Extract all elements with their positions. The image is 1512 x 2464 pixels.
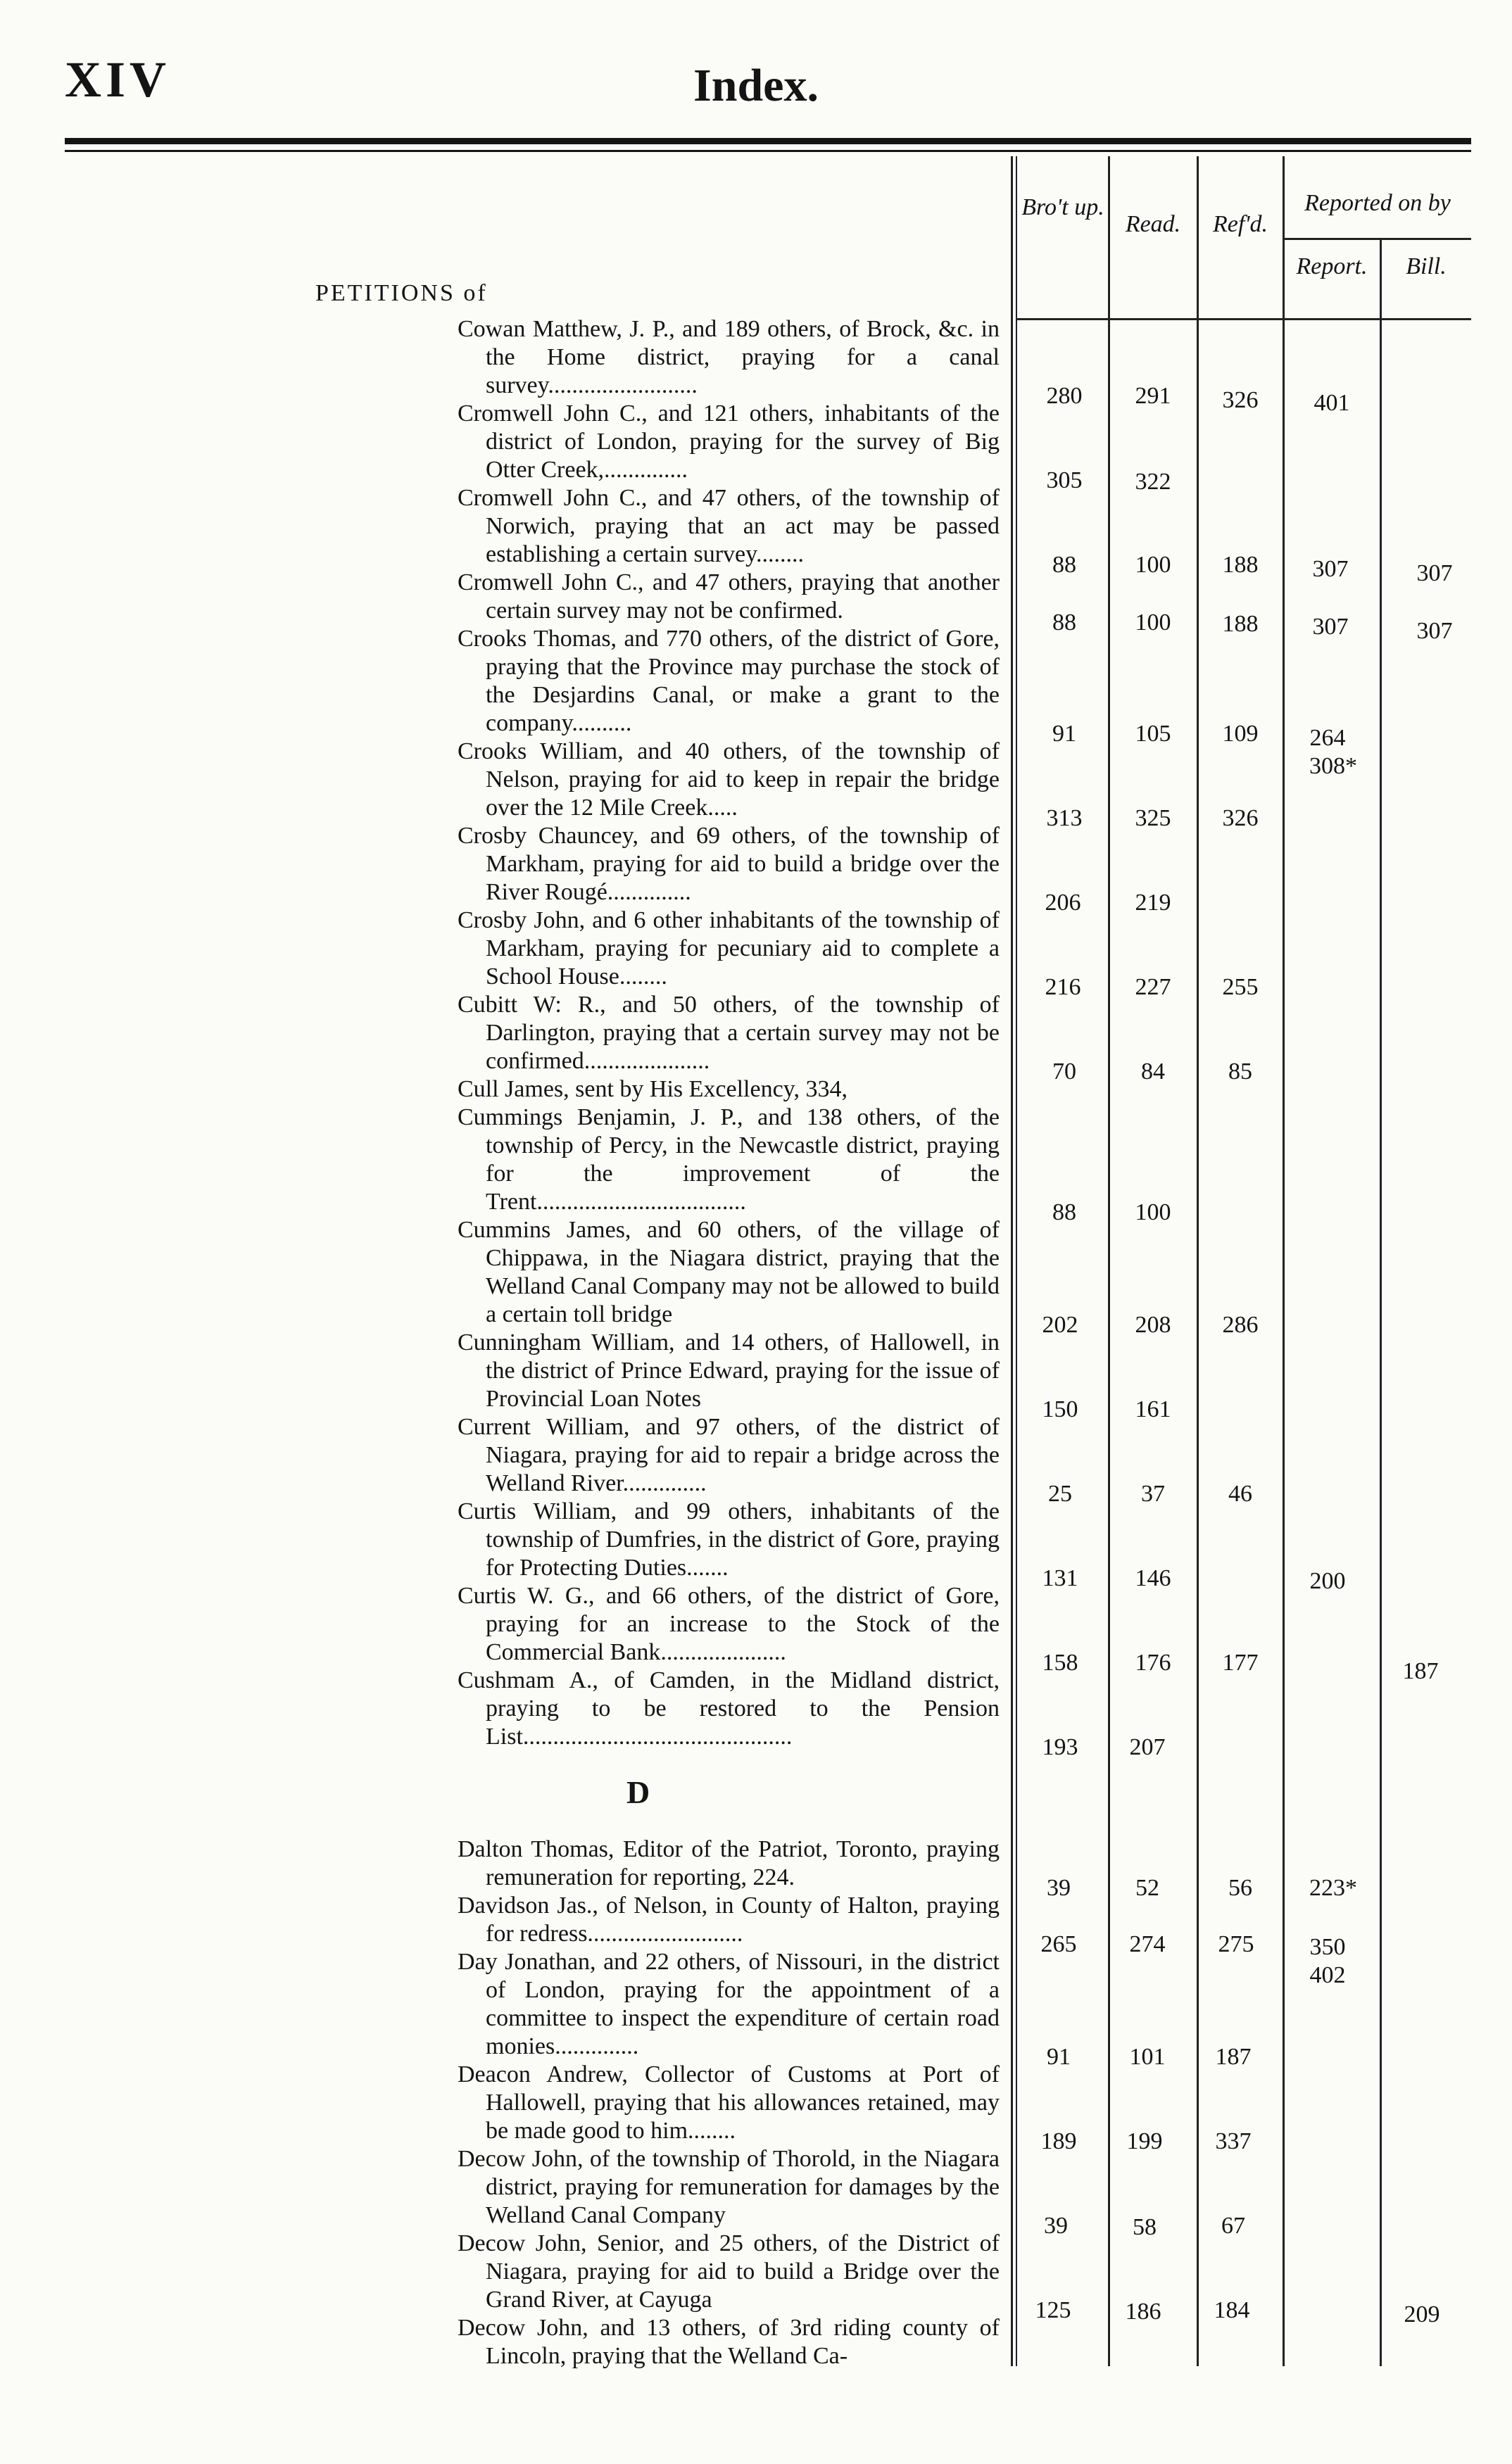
num-brot: 91 [1047, 2044, 1071, 2070]
num-brot: 88 [1052, 609, 1076, 636]
num-report: 200 [1309, 1568, 1346, 1594]
num-bill: 209 [1404, 2301, 1440, 2327]
num-brot: 305 [1046, 467, 1083, 493]
num-refd: 255 [1222, 974, 1259, 1000]
num-read: 291 [1135, 383, 1171, 409]
num-refd: 286 [1222, 1312, 1259, 1338]
list-item: Current William, and 97 others, of the district of Niagara, praying for aid to repair a bridge across the Welland River.............. [458, 1414, 1000, 1496]
col-head-reported-on-by: Reported on by [1304, 190, 1451, 216]
num-refd: 326 [1222, 387, 1259, 413]
num-read: 207 [1129, 1734, 1166, 1760]
list-item: Cromwell John C., and 47 others, of the township of Norwich, praying that an act may be passed establishing a certain survey........ [458, 485, 1000, 567]
num-read: 325 [1135, 805, 1171, 831]
num-brot: 158 [1042, 1650, 1078, 1676]
list-item: Decow John, and 13 others, of 3rd riding county of Lincoln, praying that the Welland Ca- [458, 2315, 1000, 2369]
num-report: 401 [1313, 390, 1350, 416]
num-bill: 307 [1416, 560, 1453, 586]
list-item: Deacon Andrew, Collector of Customs at Port of Hallowell, praying that his allowances retained, may be made good to him........ [458, 2061, 1000, 2144]
list-item: Curtis W. G., and 66 others, of the district of Gore, praying for an increase to the Stock of the Commercial Bank..................... [458, 1583, 1000, 1665]
num-read: 100 [1135, 609, 1171, 636]
num-brot: 39 [1047, 1875, 1071, 1901]
num-brot: 125 [1035, 2297, 1071, 2323]
list-item: Decow John, of the township of Thorold, in the Niagara district, praying for remuneration for damages by the Welland Canal Company [458, 2146, 1000, 2228]
list-item: Cummins James, and 60 others, of the village of Chippawa, in the Niagara district, praying that the Welland Canal Company may not be allowed to build a certain toll bridge [458, 1217, 1000, 1327]
num-read: 227 [1135, 974, 1171, 1000]
list-item: Crosby Chauncey, and 69 others, of the township of Markham, praying for aid to build a bridge over the River Rougé.............. [458, 823, 1000, 905]
col-head-report: Report. [1296, 253, 1368, 279]
num-brot: 189 [1040, 2128, 1077, 2154]
num-refd: 275 [1218, 1931, 1254, 1957]
list-item: Cowan Matthew, J. P., and 189 others, of Brock, &c. in the Home district, praying for a canal survey......................... [458, 316, 1000, 398]
num-report: 350 [1309, 1934, 1346, 1960]
num-bill: 307 [1416, 618, 1453, 644]
num-read: 322 [1135, 469, 1171, 495]
header-rule-thick [65, 138, 1471, 144]
header-rule-thin [65, 150, 1471, 152]
num-read: 186 [1125, 2299, 1161, 2325]
reported-subheader-rule [1283, 238, 1471, 240]
column-divider-brot [1108, 156, 1110, 2366]
num-refd: 184 [1214, 2297, 1250, 2323]
num-report: 307 [1312, 614, 1349, 640]
num-read: 219 [1135, 890, 1171, 916]
list-item: Day Jonathan, and 22 others, of Nissouri, in the district of London, praying for the appointment of a committee to inspect the expenditure of certain road monies.............. [458, 1949, 1000, 2059]
num-read: 161 [1135, 1396, 1171, 1422]
page-number: XIV [65, 51, 171, 108]
num-refd: 326 [1222, 805, 1259, 831]
column-divider-text-inner [1016, 156, 1017, 2366]
column-divider-text [1011, 156, 1013, 2366]
col-head-read: Read. [1125, 211, 1181, 237]
num-read: 199 [1126, 2128, 1163, 2154]
list-item: Curtis William, and 99 others, inhabitants of the township of Dumfries, in the district of Gore, praying for Protecting Duties....... [458, 1498, 1000, 1581]
list-item: Cromwell John C., and 47 others, praying that another certain survey may not be confirmed. [458, 569, 1000, 624]
num-brot: 193 [1042, 1734, 1078, 1760]
num-read: 146 [1135, 1565, 1171, 1591]
num-report-2: 402 [1309, 1962, 1346, 1988]
num-bill: 187 [1402, 1658, 1439, 1684]
num-brot: 265 [1040, 1931, 1077, 1957]
page-title: Index. [693, 60, 819, 111]
column-divider-read [1197, 156, 1199, 2366]
col-head-brot: Bro't up. [1021, 194, 1104, 220]
num-brot: 88 [1052, 552, 1076, 578]
num-refd: 337 [1215, 2128, 1252, 2154]
num-brot: 216 [1045, 974, 1081, 1000]
list-item: Cull James, sent by His Excellency, 334, [458, 1076, 848, 1102]
num-brot: 280 [1046, 383, 1083, 409]
num-refd: 187 [1215, 2044, 1252, 2070]
num-refd: 188 [1222, 611, 1259, 637]
num-refd: 85 [1228, 1059, 1252, 1085]
num-brot: 88 [1052, 1199, 1076, 1225]
list-item: Crosby John, and 6 other inhabitants of the township of Markham, praying for pecuniary aid to complete a School House........ [458, 907, 1000, 990]
num-read: 100 [1135, 552, 1171, 578]
num-read: 101 [1129, 2044, 1166, 2070]
col-head-bill: Bill. [1406, 253, 1447, 279]
num-brot: 206 [1045, 890, 1081, 916]
num-brot: 131 [1042, 1565, 1078, 1591]
list-item: Davidson Jas., of Nelson, in County of Halton, praying for redress.......................... [458, 1893, 1000, 1947]
num-report: 223* [1309, 1875, 1357, 1901]
num-read: 84 [1141, 1059, 1165, 1085]
num-brot: 202 [1042, 1312, 1078, 1338]
num-refd: 67 [1221, 2213, 1245, 2239]
list-item: Dalton Thomas, Editor of the Patriot, Toronto, praying remuneration for reporting, 224. [458, 1836, 1000, 1890]
num-read: 176 [1135, 1650, 1171, 1676]
num-brot: 150 [1042, 1396, 1078, 1422]
col-head-refd: Ref'd. [1212, 211, 1268, 237]
list-item: Cunningham William, and 14 others, of Hallowell, in the district of Prince Edward, praying for the issue of Provincial Loan Notes [458, 1329, 1000, 1412]
num-brot: 70 [1052, 1059, 1076, 1085]
header-bottom-rule [1016, 318, 1471, 320]
column-divider-report [1380, 238, 1382, 2366]
num-refd: 177 [1222, 1650, 1259, 1676]
num-refd: 46 [1228, 1481, 1252, 1507]
num-report-2: 308* [1309, 753, 1357, 779]
num-refd: 188 [1222, 552, 1259, 578]
num-refd: 109 [1222, 721, 1259, 747]
num-report: 264 [1309, 725, 1346, 751]
num-read: 105 [1135, 721, 1171, 747]
list-item: Cubitt W: R., and 50 others, of the township of Darlington, praying that a certain survey may not be confirmed..................... [458, 992, 1000, 1074]
section-label: PETITIONS of [315, 280, 488, 306]
num-report: 307 [1312, 556, 1349, 582]
list-item: Cromwell John C., and 121 others, inhabitants of the district of London, praying for the survey of Big Otter Creek,.............. [458, 400, 1000, 483]
column-divider-refd [1283, 156, 1285, 2366]
list-item: Cummings Benjamin, J. P., and 138 others, of the township of Percy, in the Newcastle district, praying for the improvement of the Trent................................... [458, 1104, 1000, 1215]
num-read: 208 [1135, 1312, 1171, 1338]
list-item: Decow John, Senior, and 25 others, of the District of Niagara, praying for aid to build a Bridge over the Grand River, at Cayuga [458, 2230, 1000, 2313]
num-brot: 25 [1048, 1481, 1072, 1507]
num-brot: 39 [1044, 2213, 1068, 2239]
list-item: Crooks Thomas, and 770 others, of the district of Gore, praying that the Province may purchase the stock of the Desjardins Canal, or make a grant to the company.......... [458, 626, 1000, 736]
num-read: 100 [1135, 1199, 1171, 1225]
list-item: Cushmam A., of Camden, in the Midland district, praying to be restored to the Pension List............................................. [458, 1667, 1000, 1750]
num-refd: 56 [1228, 1875, 1252, 1901]
num-read: 52 [1135, 1875, 1159, 1901]
num-read: 274 [1129, 1931, 1166, 1957]
list-item: Crooks William, and 40 others, of the township of Nelson, praying for aid to keep in repair the bridge over the 12 Mile Creek..... [458, 738, 1000, 821]
num-read: 58 [1133, 2214, 1157, 2240]
letter-heading-d: D [626, 1774, 650, 1810]
num-read: 37 [1141, 1481, 1165, 1507]
num-brot: 313 [1046, 805, 1083, 831]
num-brot: 91 [1052, 721, 1076, 747]
